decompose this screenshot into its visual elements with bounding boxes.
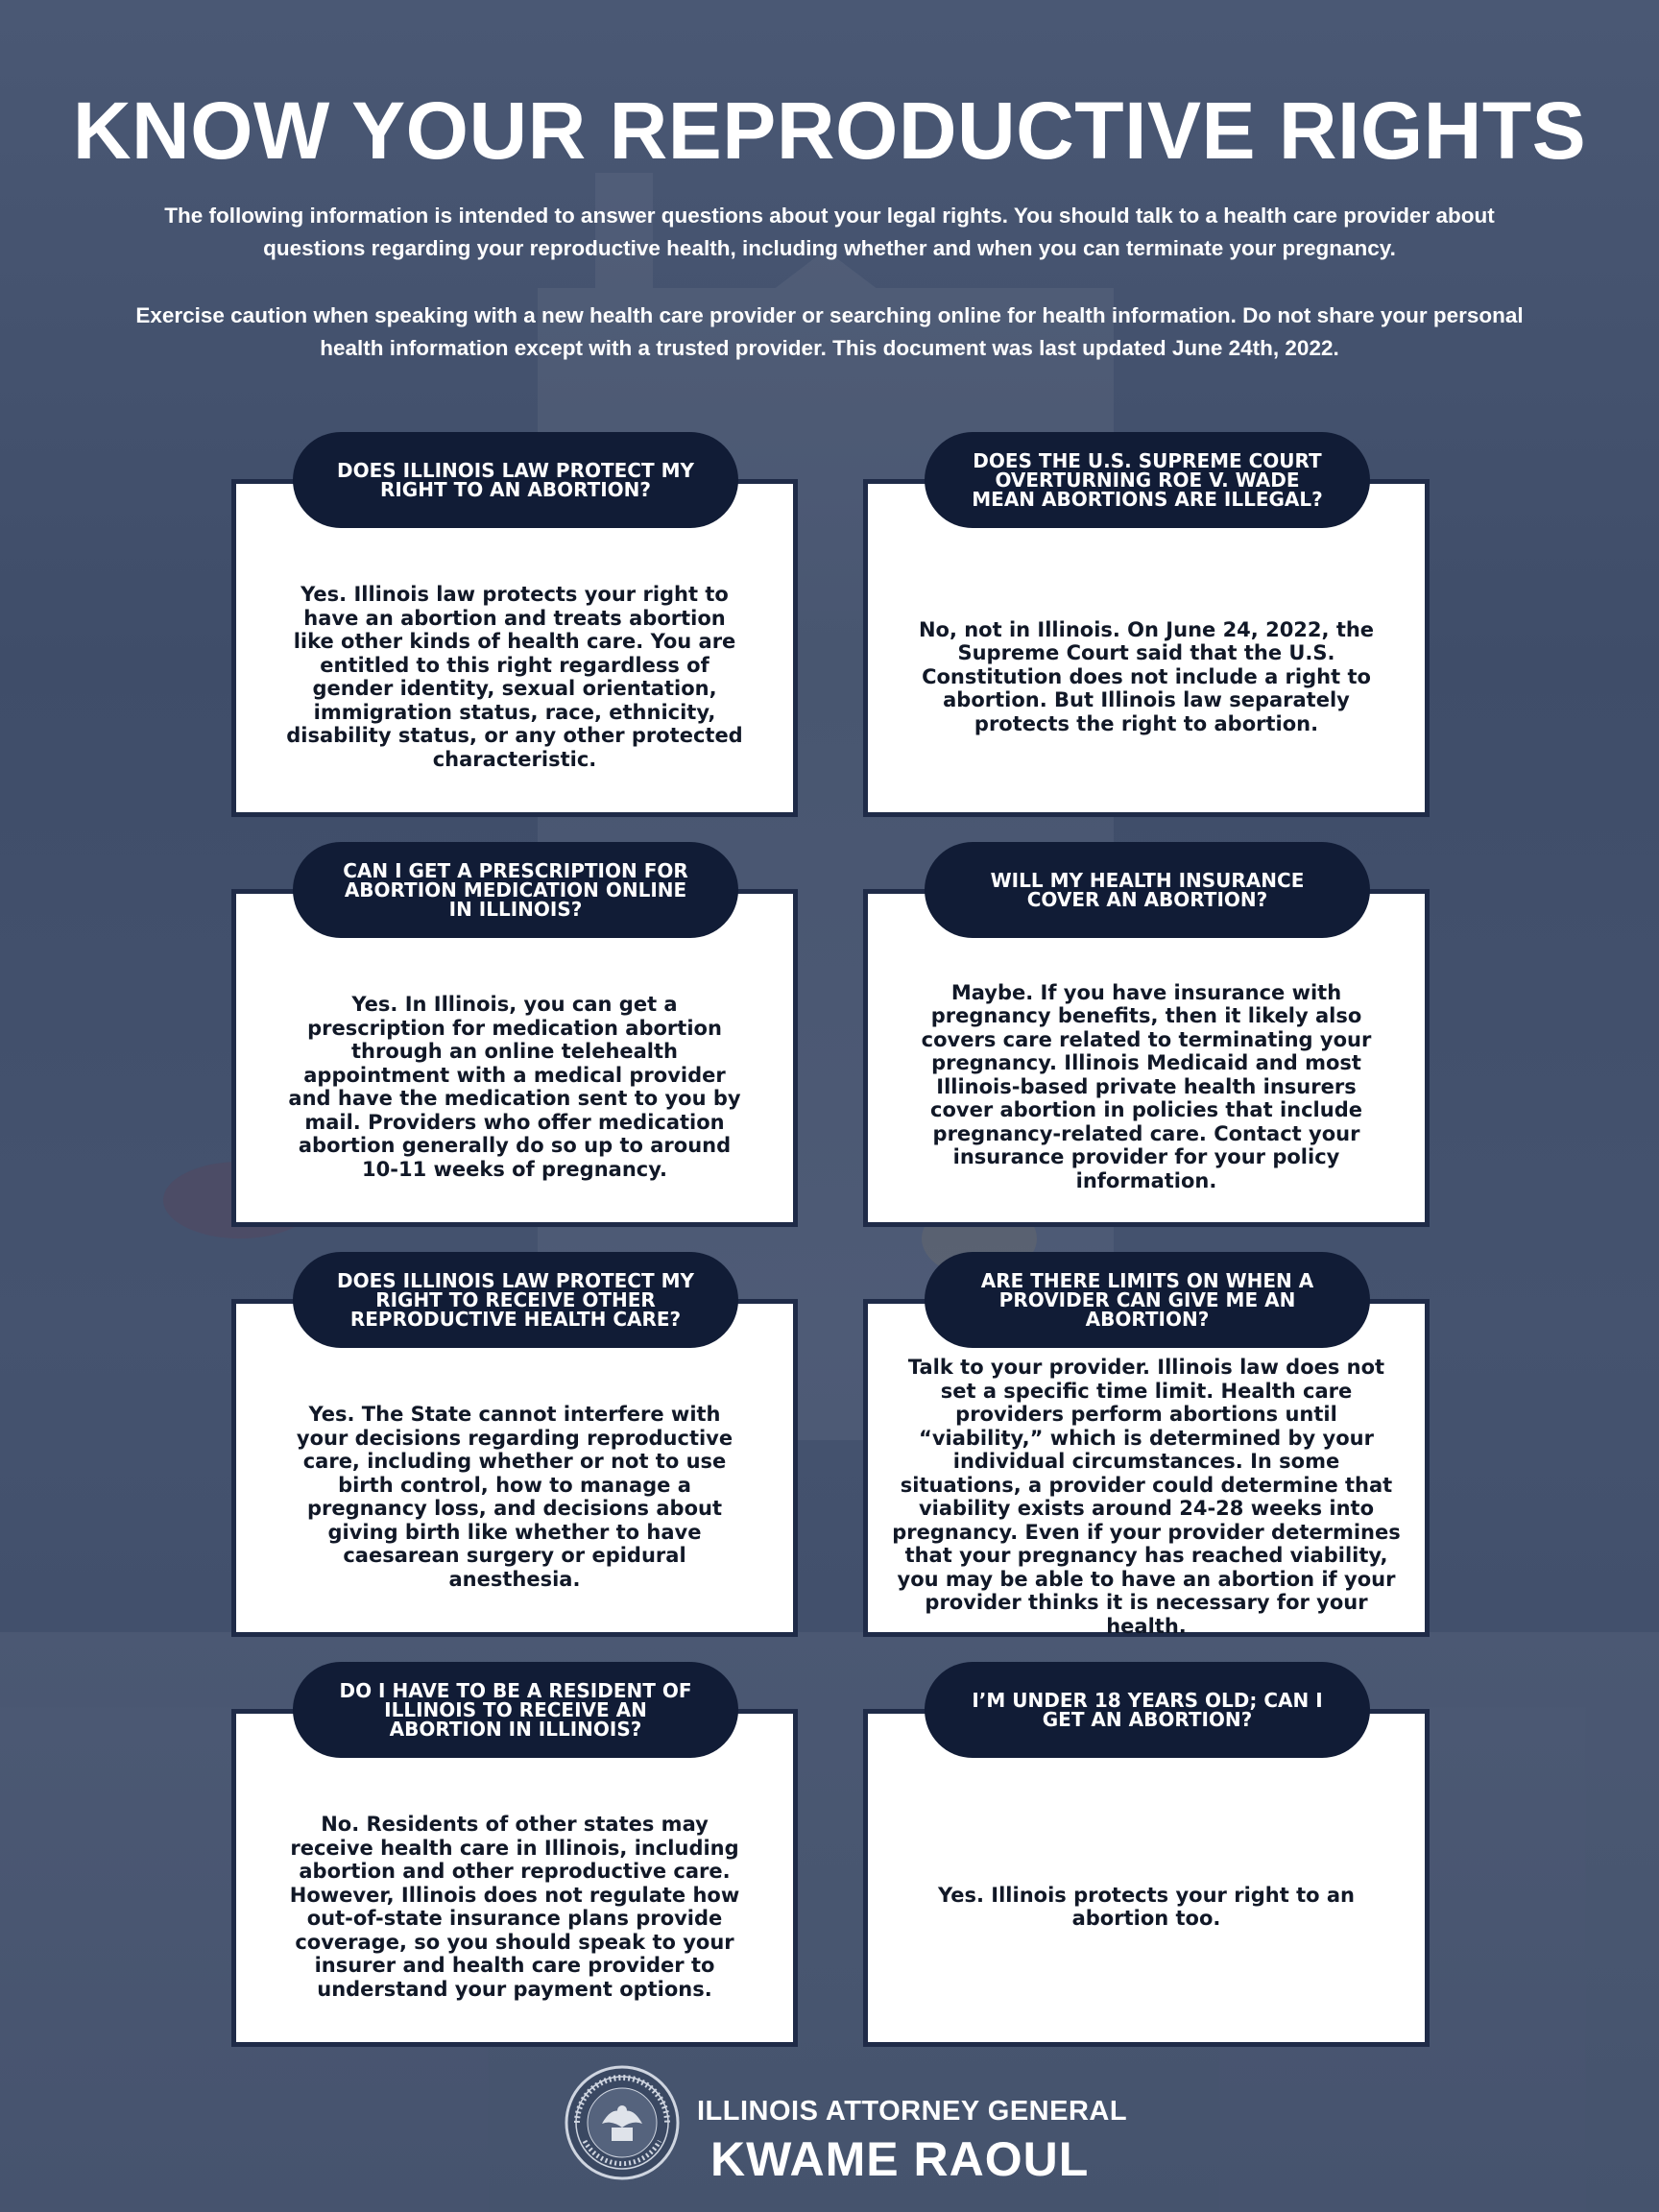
faq-card-insurance bbox=[863, 889, 1430, 1227]
faq-card-residency bbox=[231, 1709, 798, 2047]
faq-card-roe-v-wade bbox=[863, 479, 1430, 817]
faq-card-other-care bbox=[231, 1299, 798, 1637]
faq-card-time-limits bbox=[863, 1299, 1430, 1637]
faq-question: DOES THE U.S. SUPREME COURT OVERTURNING ROE V. WADE MEAN ABORTIONS ARE ILLEGAL? bbox=[925, 432, 1370, 528]
faq-question: I’M UNDER 18 YEARS OLD; CAN I GET AN ABORTION? bbox=[925, 1662, 1370, 1758]
faq-answer: Talk to your provider. Illinois law does not set a specific time limit. Health care providers perform abortions until “viability,” which is determined by your individual circumstances. In some situations, a provider could determine that viability exists around 24-28 weeks into pregnancy. Even if your provider determines that your pregnancy has reached viability, you may be able to have an abortion if your provider thinks it is necessary for your health. bbox=[892, 1356, 1401, 1638]
faq-answer: Maybe. If you have insurance with pregnancy benefits, then it likely also covers care related to terminating your pregnancy. Illinois Medicaid and most Illinois-based private health insurers cover abortion in policies that include pregnancy-related care. Contact your insurance provider for your policy information. bbox=[921, 980, 1372, 1192]
faq-answer: Yes. Illinois law protects your right to have an abortion and treats abortion like other kinds of health care. You are entitled to this right regardless of gender identity, sexual orientation, immigration status, race, ethnicity, disability status, or any other protected characteristic. bbox=[286, 583, 743, 771]
faq-answer: Yes. In Illinois, you can get a prescription for medication abortion through an online telehealth appointment with a medical provider and have the medication sent to you by mail. Providers who offer medication abortion generally do so up to around 10-11 weeks of pregnancy. bbox=[288, 993, 741, 1181]
faq-question: WILL MY HEALTH INSURANCE COVER AN ABORTION? bbox=[925, 842, 1370, 938]
faq-question: CAN I GET A PRESCRIPTION FOR ABORTION MEDICATION ONLINE IN ILLINOIS? bbox=[293, 842, 738, 938]
footer-attorney-general-name: KWAME RAOUL bbox=[710, 2132, 1090, 2186]
intro-paragraph-legal: The following information is intended to answer questions about your legal rights. You should talk to a health care provider about questions regarding your reproductive health, including whether and when you can terminate your pregnancy. bbox=[164, 204, 1495, 260]
faq-card-under-18 bbox=[863, 1709, 1430, 2047]
faq-card-abortion-right bbox=[231, 479, 798, 817]
faq-answer: No. Residents of other states may receive health care in Illinois, including abortion and other reproductive care. However, Illinois does not regulate how out-of-state insurance plans provide coverage, so you should speak to your insurer and health care provider to understand your payment options. bbox=[289, 1813, 740, 2001]
page-title: KNOW YOUR REPRODUCTIVE RIGHTS bbox=[72, 85, 1587, 176]
faq-question: DOES ILLINOIS LAW PROTECT MY RIGHT TO RECEIVE OTHER REPRODUCTIVE HEALTH CARE? bbox=[293, 1252, 738, 1348]
faq-question: DO I HAVE TO BE A RESIDENT OF ILLINOIS TO RECEIVE AN ABORTION IN ILLINOIS? bbox=[293, 1662, 738, 1758]
footer-office-name: ILLINOIS ATTORNEY GENERAL bbox=[697, 2096, 1128, 2127]
faq-answer: No, not in Illinois. On June 24, 2022, the Supreme Court said that the U.S. Constitution does not include a right to abortion. But Illinois law separately protects the right to abortion. bbox=[918, 617, 1375, 735]
faq-answer: Yes. Illinois protects your right to an abortion too. bbox=[937, 1883, 1356, 1930]
faq-question: DOES ILLINOIS LAW PROTECT MY RIGHT TO AN ABORTION? bbox=[293, 432, 738, 528]
intro-paragraph-caution: Exercise caution when speaking with a new health care provider or searching online for health information. Do not share your personal health information except with a trusted provider. This document was last updated June 24th, 2022. bbox=[135, 303, 1524, 360]
state-seal-icon bbox=[564, 2064, 681, 2181]
faq-card-prescription-online bbox=[231, 889, 798, 1227]
faq-answer: Yes. The State cannot interfere with your decisions regarding reproductive care, including whether or not to use birth control, how to manage a pregnancy loss, and decisions about giving birth like whether to have caesarean surgery or epidural anesthesia. bbox=[296, 1403, 733, 1591]
faq-question: ARE THERE LIMITS ON WHEN A PROVIDER CAN GIVE ME AN ABORTION? bbox=[925, 1252, 1370, 1348]
